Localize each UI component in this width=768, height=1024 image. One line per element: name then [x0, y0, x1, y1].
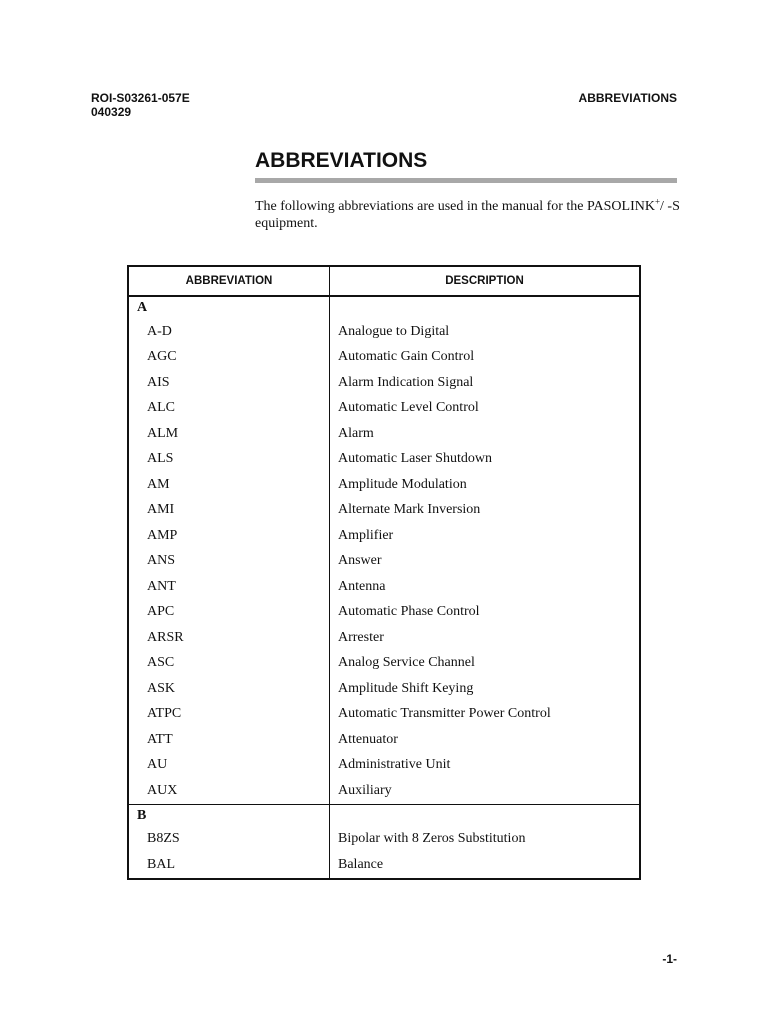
description-cell: Alarm: [338, 425, 374, 441]
group-empty-cell: [330, 296, 641, 319]
abbreviation-cell: AMI: [128, 498, 330, 524]
table-row: [128, 702, 640, 728]
abbreviation-cell: AMP: [128, 523, 330, 549]
abbreviation-cell: AU: [128, 753, 330, 779]
table-body: [128, 296, 640, 879]
description-cell: Automatic Level Control: [338, 400, 479, 416]
description-cell: Bipolar with 8 Zeros Substitution: [338, 831, 526, 847]
description-cell: Automatic Transmitter Power Control: [338, 706, 551, 722]
description-cell: Administrative Unit: [338, 757, 451, 773]
table-row: [128, 447, 640, 473]
description-cell: Balance: [338, 856, 384, 872]
intro-paragraph: [255, 198, 680, 232]
table-row: [128, 370, 640, 396]
description-cell: Amplitude Modulation: [338, 476, 467, 492]
document-header-left: [91, 91, 190, 119]
table-row: [128, 472, 640, 498]
description-cell: Automatic Phase Control: [338, 604, 480, 620]
description-cell: Amplifier: [338, 527, 394, 543]
table-row: [128, 827, 640, 853]
document-date: 040329: [91, 105, 132, 119]
abbreviation-cell: ALS: [128, 447, 330, 473]
description-cell: Analog Service Channel: [338, 655, 475, 671]
intro-text: The following abbreviations are used in the manual for the PASOLINK: [255, 199, 655, 214]
abbreviation-cell: A-D: [128, 319, 330, 345]
group-letter: B: [128, 804, 330, 827]
table-row: [128, 676, 640, 702]
description-cell: Antenna: [338, 578, 386, 594]
page-number: -1-: [662, 952, 677, 966]
description-cell: Analogue to Digital: [338, 323, 450, 339]
table-row: [128, 523, 640, 549]
table-row: [128, 625, 640, 651]
title-underline-rule: [255, 178, 677, 183]
abbreviation-cell: APC: [128, 600, 330, 626]
abbreviation-table: [127, 265, 641, 880]
section-header: ABBREVIATIONS: [578, 91, 677, 105]
intro-text-end: / -S equipment.: [255, 199, 680, 231]
table-row: [128, 753, 640, 779]
description-cell: Answer: [338, 553, 382, 569]
abbreviation-cell: ATT: [128, 727, 330, 753]
group-empty-cell: [330, 804, 641, 827]
description-cell: Alternate Mark Inversion: [338, 502, 481, 518]
abbreviation-cell: ANT: [128, 574, 330, 600]
table-row: [128, 396, 640, 422]
table-row: [128, 574, 640, 600]
group-row: [128, 804, 640, 827]
table-row: [128, 549, 640, 575]
description-cell: Arrester: [338, 629, 384, 645]
page-title: ABBREVIATIONS: [255, 149, 428, 172]
abbreviation-cell: BAL: [128, 852, 330, 879]
abbreviation-cell: ANS: [128, 549, 330, 575]
table-row: [128, 778, 640, 804]
table-row: [128, 421, 640, 447]
abbreviation-cell: ASC: [128, 651, 330, 677]
abbreviation-cell: AUX: [128, 778, 330, 804]
table-row: [128, 600, 640, 626]
abbreviation-cell: B8ZS: [128, 827, 330, 853]
table-row: [128, 498, 640, 524]
description-cell: Attenuator: [338, 731, 398, 747]
abbreviation-cell: ARSR: [128, 625, 330, 651]
abbreviation-cell: AIS: [128, 370, 330, 396]
intro-superscript: +: [654, 196, 661, 207]
column-header-abbreviation: ABBREVIATION: [128, 266, 330, 296]
abbreviation-cell: AM: [128, 472, 330, 498]
document-id: ROI-S03261-057E: [91, 91, 190, 105]
group-letter: A: [128, 296, 330, 319]
abbreviation-cell: ATPC: [128, 702, 330, 728]
group-row: [128, 296, 640, 319]
description-cell: Alarm Indication Signal: [338, 374, 474, 390]
table-row: [128, 319, 640, 345]
abbreviation-cell: ALM: [128, 421, 330, 447]
table-row: [128, 852, 640, 879]
description-cell: Automatic Laser Shutdown: [338, 451, 492, 467]
column-header-description: DESCRIPTION: [330, 266, 641, 296]
abbreviation-cell: ASK: [128, 676, 330, 702]
table-row: [128, 651, 640, 677]
table-header-row: [128, 266, 640, 296]
description-cell: Automatic Gain Control: [338, 349, 475, 365]
description-cell: Auxiliary: [338, 782, 392, 798]
abbreviation-cell: AGC: [128, 345, 330, 371]
abbreviation-cell: ALC: [128, 396, 330, 422]
table-row: [128, 727, 640, 753]
description-cell: Amplitude Shift Keying: [338, 680, 474, 696]
table-row: [128, 345, 640, 371]
